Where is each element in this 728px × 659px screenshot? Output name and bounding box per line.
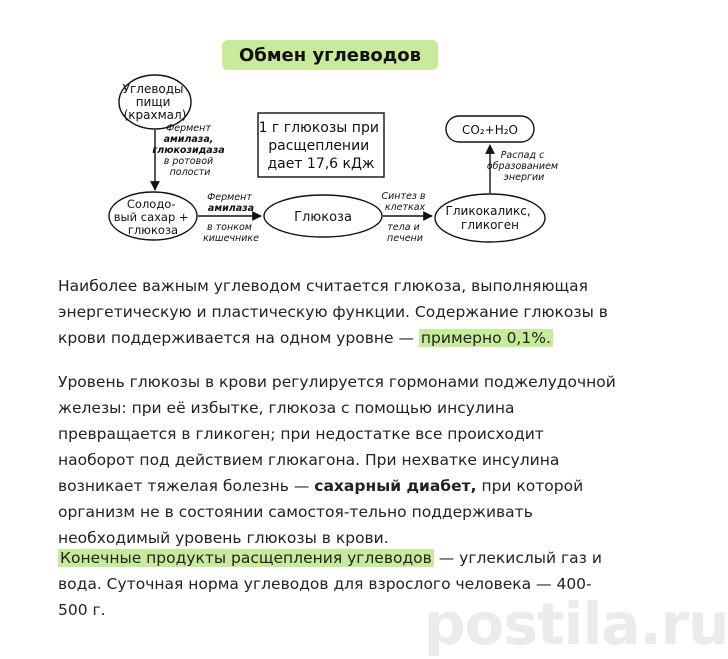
amylase-intestine-bottom-label: в тонком кишечнике xyxy=(202,222,260,244)
products-node-text: CO₂+H₂O xyxy=(462,123,518,137)
paragraph-regulation-text-b: при которой организм не в состоянии самостоя-тельно поддерживать необходимый уровень глюкозы в крови. xyxy=(58,477,584,547)
amylase-mouth-label: Фермент амилаза, глюкозидаза в ротовой полости xyxy=(152,123,225,178)
carbohydrate-metabolism-diagram xyxy=(0,0,660,270)
paragraph-regulation-text-a: Уровень глюкозы в крови регулируется гормонами поджелудочной железы: при её избытке, глюкоза с помощью инсулина превращается в гликоген; при недостатке все происходит наоборот под действием глюкагона. При нехватке инсулина возникает тяжелая болезнь — xyxy=(58,373,616,495)
glycogen-node-text: Гликокаликс, гликоген xyxy=(445,204,531,232)
glucose-node-text: Глюкоза xyxy=(294,210,352,225)
energy-info-text: 1 г глюкозы при расщеплении дает 17,6 кДж xyxy=(258,120,379,172)
highlight-end-products: Конечные продукты расщепления углеводов xyxy=(60,549,432,567)
paragraph-regulation xyxy=(58,369,618,551)
watermark-logo: postila.ru xyxy=(424,590,728,658)
food-node-text: Углеводы пищи (крахмал) xyxy=(122,82,187,122)
page-title: Обмен углеводов xyxy=(222,40,438,70)
paragraph-glucose-text: Наиболее важным углеводом считается глюкоза, выполняющая энергетическую и пластическую функции. Содержание глюкозы в крови поддерживается на одном уровне — xyxy=(58,277,608,347)
paragraph-end-products-text: — углекислый газ и вода. Суточная норма углеводов для взрослого человека — 400-500 г. xyxy=(58,549,602,619)
synthesis-top-label: Синтез в клетках xyxy=(381,191,426,213)
paragraph-glucose xyxy=(58,273,618,351)
highlight-glucose-level: примерно 0,1%. xyxy=(420,329,551,347)
maltose-node-text: Солодо- вый сахар + глюкоза xyxy=(113,197,189,237)
synthesis-bottom-label: тела и печени xyxy=(387,222,423,244)
diabetes-term: сахарный диабет, xyxy=(314,477,477,495)
amylase-intestine-top-label: Фермент амилаза xyxy=(207,192,255,214)
breakdown-label: Распад с образованием энергии xyxy=(486,150,559,183)
